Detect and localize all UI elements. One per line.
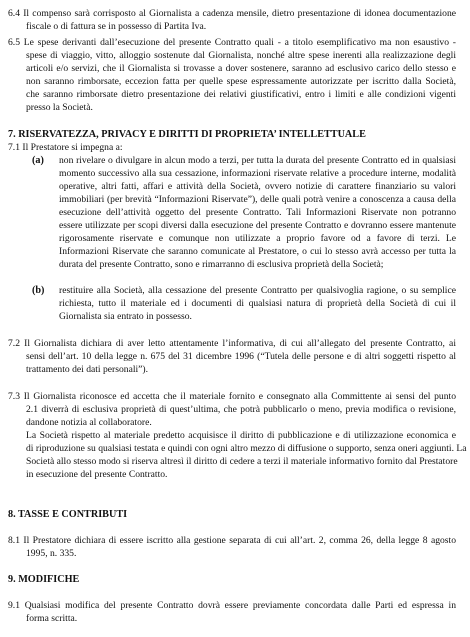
clause-6-4-line: fiscale o di fattura se in possesso di Partita Iva. <box>26 21 207 32</box>
clause-6-5-line: che saranno rimborsate dietro presentazione dei relativi giustificativi, entro i limiti e alle condizioni vigenti <box>26 89 456 100</box>
clause-7-2-line: trattamento dei dati personali”). <box>26 364 149 375</box>
section-7-heading: 7. RISERVATEZZA, PRIVACY E DIRITTI DI PROPRIETA’ INTELLETTUALE <box>8 129 366 140</box>
item-a-line: Informazioni Riservate che saranno comunicate al Prestatore, o cui lo stesso avrà accesso per tutta la <box>59 246 456 257</box>
clause-9-1-line: 9.1 Qualsiasi modifica del presente Contratto dovrà essere previamente concordata dalle Parti ed espressa in <box>8 600 456 611</box>
item-a-line: momento successivo alla sua cessazione, informazioni riservate relative a procedure interne, modalità <box>59 168 456 179</box>
item-b-line: Giornalista sia entrato in possesso. <box>59 311 192 322</box>
clause-6-5-line: articoli e/o servizi, che il Giornalista si trovasse a dover sostenere, saranno ad esclusivo carico dello stesso e <box>26 63 456 74</box>
clause-7-2-line: sensi dell’art. 10 della legge n. 675 del 31 dicembre 1996 (“Tutela delle persone e di altri soggetti rispetto al <box>26 351 456 362</box>
section-8-heading: 8. TASSE E CONTRIBUTI <box>8 509 128 520</box>
clause-7-3-line: in esecuzione del presente Contratto. <box>26 469 168 480</box>
item-a-line: immobiliari (per brevità “Informazioni Riservate”), delle quali potrà venire a conoscenza a causa della <box>59 194 456 205</box>
clause-7-3-line: 7.3 Il Giornalista riconosce ed accetta che il materiale fornito e consegnato alla Committente ai sensi del punto <box>8 391 456 402</box>
item-a-line: essere utilizzate per scopi diversi dalla esecuzione del presente Contratto e dovranno essere mantenute <box>59 220 456 231</box>
clause-7-3-line: La Società rispetto al materiale predetto acquisisce il diritto di pubblicazione e di utilizzazione economica e <box>26 430 456 441</box>
item-b-line: restituire alla Società, alla cessazione del presente Contratto per qualsivoglia ragione, o su semplice <box>59 285 456 296</box>
clause-8-1-line: 1995, n. 335. <box>26 548 77 559</box>
clause-7-3-line: 2.1 diverrà di esclusiva proprietà di quest’ultima, che potrà pubblicarlo o meno, previa modifica o revisione, <box>26 404 456 415</box>
item-b-label: (b) <box>32 285 45 296</box>
clause-8-1-line: 8.1 Il Prestatore dichiara di essere iscritto alla gestione separata di cui all’art. 2, comma 26, della legge 8 agosto <box>8 535 456 546</box>
clause-9-1-line: forma scritta. <box>26 613 78 624</box>
item-a-line: durata del presente Contratto, sono e rimarranno di esclusiva proprietà della Società; <box>59 259 384 270</box>
section-9-heading: 9. MODIFICHE <box>8 574 80 585</box>
item-a-line: rigorosamente riservate e comunque non utilizzate a proprio favore od a favore di terzi. Le <box>59 233 456 244</box>
clause-6-5-line: presso la Società. <box>26 102 93 113</box>
clause-7-3-line: dandone notizia al collaboratore. <box>26 417 152 428</box>
clause-7-3-line: Società allo stesso modo si riserva altresì il diritto di cedere a terzi il materiale informativo fornito dal Prestatore <box>26 456 458 467</box>
item-a-label: (a) <box>32 155 44 166</box>
item-b-line: richiesta, tutto il materiale ed i documenti di qualsiasi natura di proprietà della Società di cui il <box>59 298 456 309</box>
item-a-line: operative, altri fatti, affari e attività della Società, ovvero notizie di carattere finanziario su valori <box>59 181 456 192</box>
item-a-line: esecuzione dell’attività oggetto del presente Contratto. Tali Informazioni Riservate non potranno <box>59 207 456 218</box>
clause-6-4-line: 6.4 Il compenso sarà corrisposto al Giornalista a cadenza mensile, dietro presentazione di idonea documentazione <box>8 8 456 19</box>
clause-7-1-intro: 7.1 Il Prestatore si impegna a: <box>8 142 123 153</box>
clause-7-3-line: di riproduzione su qualsiasi testata e quindi con ogni altro mezzo di diffusione o supporto, senza oneri aggiunti. La <box>26 443 467 454</box>
clause-6-5-line: non saranno rimborsate, eccezion fatta per quelle spese espressamente autorizzate per iscritto dalla Società, <box>26 76 456 87</box>
item-a-line: non rivelare o divulgare in alcun modo a terzi, per tutta la durata del presente Contratto ed in qualsiasi <box>59 155 456 166</box>
clause-6-5-line: spese di viaggio, vitto, alloggio sostenute dal Giornalista, nonché altre spese inerenti alla realizzazione degli <box>26 50 456 61</box>
clause-7-2-line: 7.2 Il Giornalista dichiara di aver letto attentamente l’informativa, di cui all’allegato del presente Contratto, ai <box>8 338 456 349</box>
clause-6-5-line: 6.5 Le spese derivanti dall’esecuzione del presente Contratto quali - a titolo esemplificativo ma non esaustivo - <box>8 37 456 48</box>
